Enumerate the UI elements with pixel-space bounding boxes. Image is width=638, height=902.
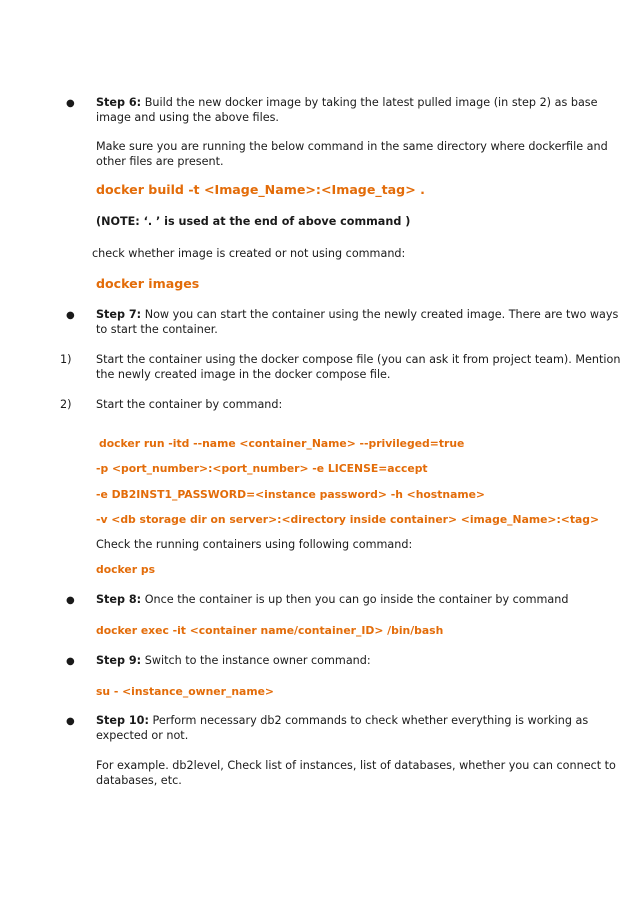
check-running-text: Check the running containers using following command: [96, 538, 413, 551]
step7-text: Now you can start the container using the newly created image. There are two ways [141, 308, 619, 321]
step6-text: Build the new docker image by taking the latest pulled image (in step 2) as base [141, 96, 598, 109]
step9-text: Switch to the instance owner command: [141, 654, 371, 667]
step6-note-line1: Make sure you are running the below command in the same directory where dockerfile and [96, 140, 608, 153]
step10-line1 [96, 713, 588, 728]
option1-line2: the newly created image in the docker compose file. [96, 368, 391, 381]
docker-run-line4: -v <db storage dir on server>:<directory inside container> <image_Name>:<tag> [96, 513, 600, 526]
docker-run-line1: docker run -itd --name <container_Name> --privileged=true [99, 437, 465, 450]
check-image-text: check whether image is created or not using command: [92, 247, 406, 260]
option1-line1: Start the container using the docker compose file (you can ask it from project team). Mention [96, 353, 621, 366]
step10-text: Perform necessary db2 commands to check whether everything is working as [148, 714, 589, 727]
su-command: su - <instance_owner_name> [96, 685, 274, 698]
step8-label: Step 8: [96, 593, 142, 606]
step10-note-line1: For example. db2level, Check list of instances, list of databases, whether you can connect to [96, 759, 616, 772]
step6-label: Step 6: [96, 96, 142, 109]
docker-run-line3: -e DB2INST1_PASSWORD=<instance password> -h <hostname> [96, 488, 485, 501]
list-number-1: 1) [60, 353, 72, 366]
step6-note-line2: other files are present. [96, 155, 224, 168]
option2-line1: Start the container by command: [96, 398, 283, 411]
step10-line2: expected or not. [96, 729, 189, 742]
docker-ps-command: docker ps [96, 563, 155, 576]
step7-line2: to start the container. [96, 323, 218, 336]
docker-run-line2: -p <port_number>:<port_number> -e LICENSE=accept [96, 462, 428, 475]
step9-line [96, 653, 371, 668]
bullet-dot: ● [66, 656, 75, 667]
docker-images-command: docker images [96, 276, 200, 291]
step9-label: Step 9: [96, 654, 142, 667]
docker-exec-command: docker exec -it <container name/container_ID> /bin/bash [96, 624, 444, 637]
step10-note-line2: databases, etc. [96, 774, 182, 787]
step10-label: Step 10: [96, 714, 149, 727]
step8-text: Once the container is up then you can go inside the container by command [141, 593, 569, 606]
bullet-dot: ● [66, 98, 75, 109]
bullet-dot: ● [66, 595, 75, 606]
bullet-dot: ● [66, 310, 75, 321]
step8-line [96, 592, 568, 607]
docker-build-command: docker build -t <Image_Name>:<Image_tag> . [96, 182, 425, 197]
note-bold: (NOTE: ‘. ’ is used at the end of above command ) [96, 215, 411, 228]
step7-line1 [96, 307, 618, 322]
step6-line1 [96, 95, 598, 110]
step6-line2: image and using the above files. [96, 111, 279, 124]
list-number-2: 2) [60, 398, 72, 411]
step7-label: Step 7: [96, 308, 142, 321]
bullet-dot: ● [66, 716, 75, 727]
